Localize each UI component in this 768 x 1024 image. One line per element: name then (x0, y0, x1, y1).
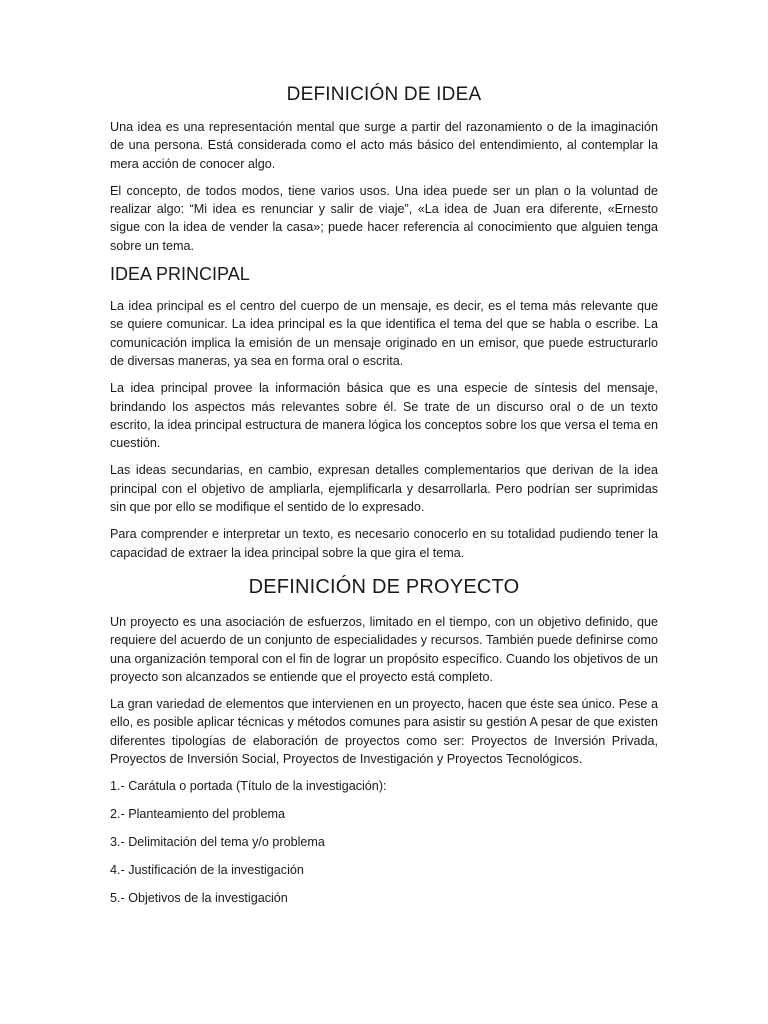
heading-definicion-idea: DEFINICIÓN DE IDEA (286, 84, 482, 105)
heading-idea-principal: IDEA PRINCIPAL (110, 264, 250, 285)
paragraph: La idea principal es el centro del cuerpo de un mensaje, es decir, es el tema más relevante que se quiere comunicar. La idea principal es la que identifica el tema del que se habla o escribe. La comunicación implica la emisión de un mensaje originado en un emisor, que puede estructurarlo de diversas maneras, ya sea en forma oral o escrita. (110, 299, 658, 368)
paragraph: Las ideas secundarias, en cambio, expresan detalles complementarios que derivan de la idea principal con el objetivo de ampliarla, ejemplificarla y desarrollarla. Pero podrían ser suprimidas sin que por ello se modifique el sentido de lo expresado. (110, 463, 658, 515)
heading-definicion-proyecto: DEFINICIÓN DE PROYECTO (248, 575, 520, 598)
list-item: 3.- Delimitación del tema y/o problema (110, 835, 325, 850)
list-item: 4.- Justificación de la investigación (110, 863, 304, 878)
paragraph: La idea principal provee la información básica que es una especie de síntesis del mensaje, brindando los aspectos más relevantes sobre él. Se trate de un discurso oral o de un texto escrito, la idea principal estructura de manera lógica los conceptos sobre los que versa el tema en cuestión. (110, 381, 658, 451)
paragraph: Para comprender e interpretar un texto, es necesario conocerlo en su totalidad pudiendo tener la capacidad de extraer la idea principal sobre la que gira el tema. (110, 527, 658, 560)
list-item: 1.- Carátula o portada (Título de la investigación): (110, 779, 387, 794)
list-item: 2.- Planteamiento del problema (110, 807, 286, 822)
paragraph: Una idea es una representación mental que surge a partir del razonamiento o de la imaginación de una persona. Está considerada como el acto más básico del entendimiento, al contemplar la mera acción de conocer algo. (110, 120, 658, 171)
paragraph: La gran variedad de elementos que intervienen en un proyecto, hacen que éste sea único. Pese a ello, es posible aplicar técnicas y métodos comunes para asistir su gestión A pesar de que existen diferentes tipologías de elaboración de proyectos como ser: Proyectos de Inversión Privada, Proyectos de Inversión Social, Proyectos de Investigación y Proyectos Tecnológicos. (110, 697, 658, 767)
steps-list (110, 777, 658, 907)
paragraph: El concepto, de todos modos, tiene varios usos. Una idea puede ser un plan o la voluntad de realizar algo: “Mi idea es renunciar y salir de viaje”, «La idea de Juan era diferente, «Ernesto sigue con la idea de vender la casa»; puede hacer referencia al conocimiento que alguien tenga sobre un tema. (110, 183, 658, 253)
list-item: 5.- Objetivos de la investigación (110, 891, 288, 906)
paragraph: Un proyecto es una asociación de esfuerzos, limitado en el tiempo, con un objetivo definido, que requiere del acuerdo de un conjunto de especialidades y recursos. También puede definirse como una organización temporal con el fin de lograr un propósito específico. Cuando los objetivos de un proyecto son alcanzados se entiende que el proyecto está completo. (110, 614, 658, 684)
